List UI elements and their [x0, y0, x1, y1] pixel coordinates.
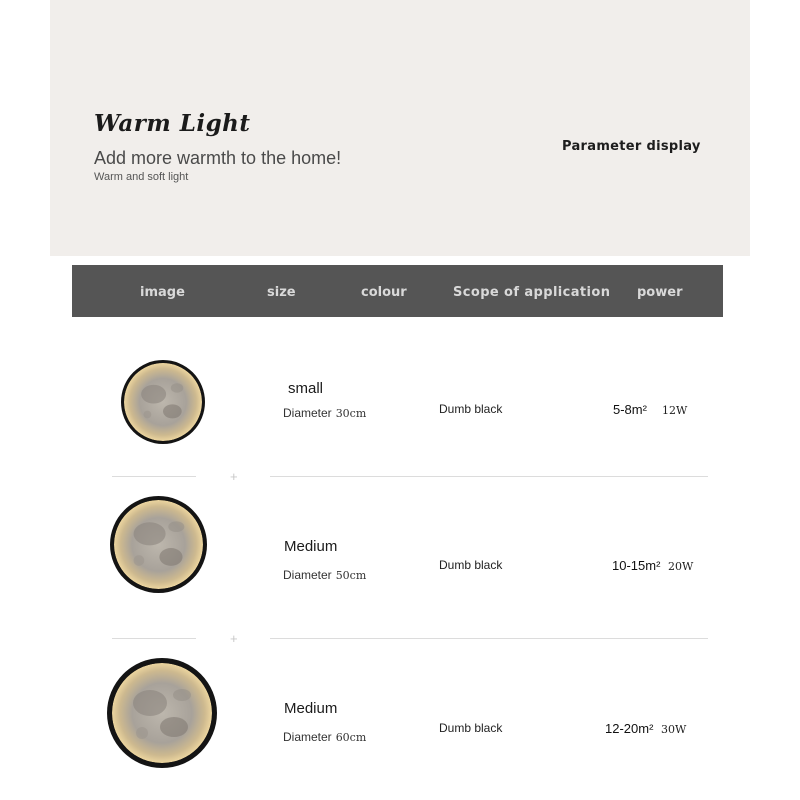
moon-lamp-icon: [112, 663, 212, 763]
header-power: power: [637, 285, 683, 300]
row-divider-left: [112, 638, 196, 639]
size-diameter: [283, 568, 366, 582]
moon-lamp-image: [107, 658, 217, 768]
table-header: [72, 265, 723, 317]
size-diameter: [283, 406, 366, 420]
hero-script-title: Warm Light: [94, 110, 251, 137]
diameter-value: 60cm: [335, 731, 367, 744]
size-name: Medium: [284, 538, 338, 555]
hero-subtitle: Warm and soft light: [94, 171, 189, 183]
power-watt: 30W: [661, 723, 687, 736]
diameter-value: 30cm: [335, 407, 367, 420]
header-image: image: [140, 285, 185, 300]
hero-banner: [50, 0, 750, 256]
hero-tagline: Add more warmth to the home!: [94, 148, 342, 168]
power-watt: 12W: [662, 404, 688, 417]
size-name: Medium: [284, 700, 338, 717]
product-row: [0, 652, 800, 792]
colour-value: Dumb black: [439, 558, 503, 572]
row-divider-left: [112, 476, 196, 477]
plus-icon: +: [230, 631, 238, 646]
diameter-label: Diameter: [283, 730, 332, 744]
header-colour: colour: [361, 285, 407, 300]
diameter-label: Diameter: [283, 406, 332, 420]
product-row: [0, 340, 800, 480]
moon-lamp-image: [121, 360, 205, 444]
plus-icon: +: [230, 469, 238, 484]
size-name: small: [288, 380, 324, 397]
row-divider-right: [270, 638, 708, 639]
diameter-value: 50cm: [335, 569, 367, 582]
moon-lamp-image: [110, 496, 207, 593]
application-area: 12-20m²: [605, 721, 654, 736]
moon-lamp-icon: [124, 363, 202, 441]
colour-value: Dumb black: [439, 721, 503, 735]
application-area: 5-8m²: [613, 402, 647, 417]
size-diameter: [283, 730, 366, 744]
row-divider-right: [270, 476, 708, 477]
application-area: 10-15m²: [612, 558, 661, 573]
parameter-display-title: Parameter display: [562, 139, 701, 154]
power-watt: 20W: [668, 560, 694, 573]
diameter-label: Diameter: [283, 568, 332, 582]
header-size: size: [267, 285, 296, 300]
colour-value: Dumb black: [439, 402, 503, 416]
moon-lamp-icon: [114, 500, 203, 589]
product-row: [0, 490, 800, 630]
header-scope: Scope of application: [453, 285, 611, 300]
